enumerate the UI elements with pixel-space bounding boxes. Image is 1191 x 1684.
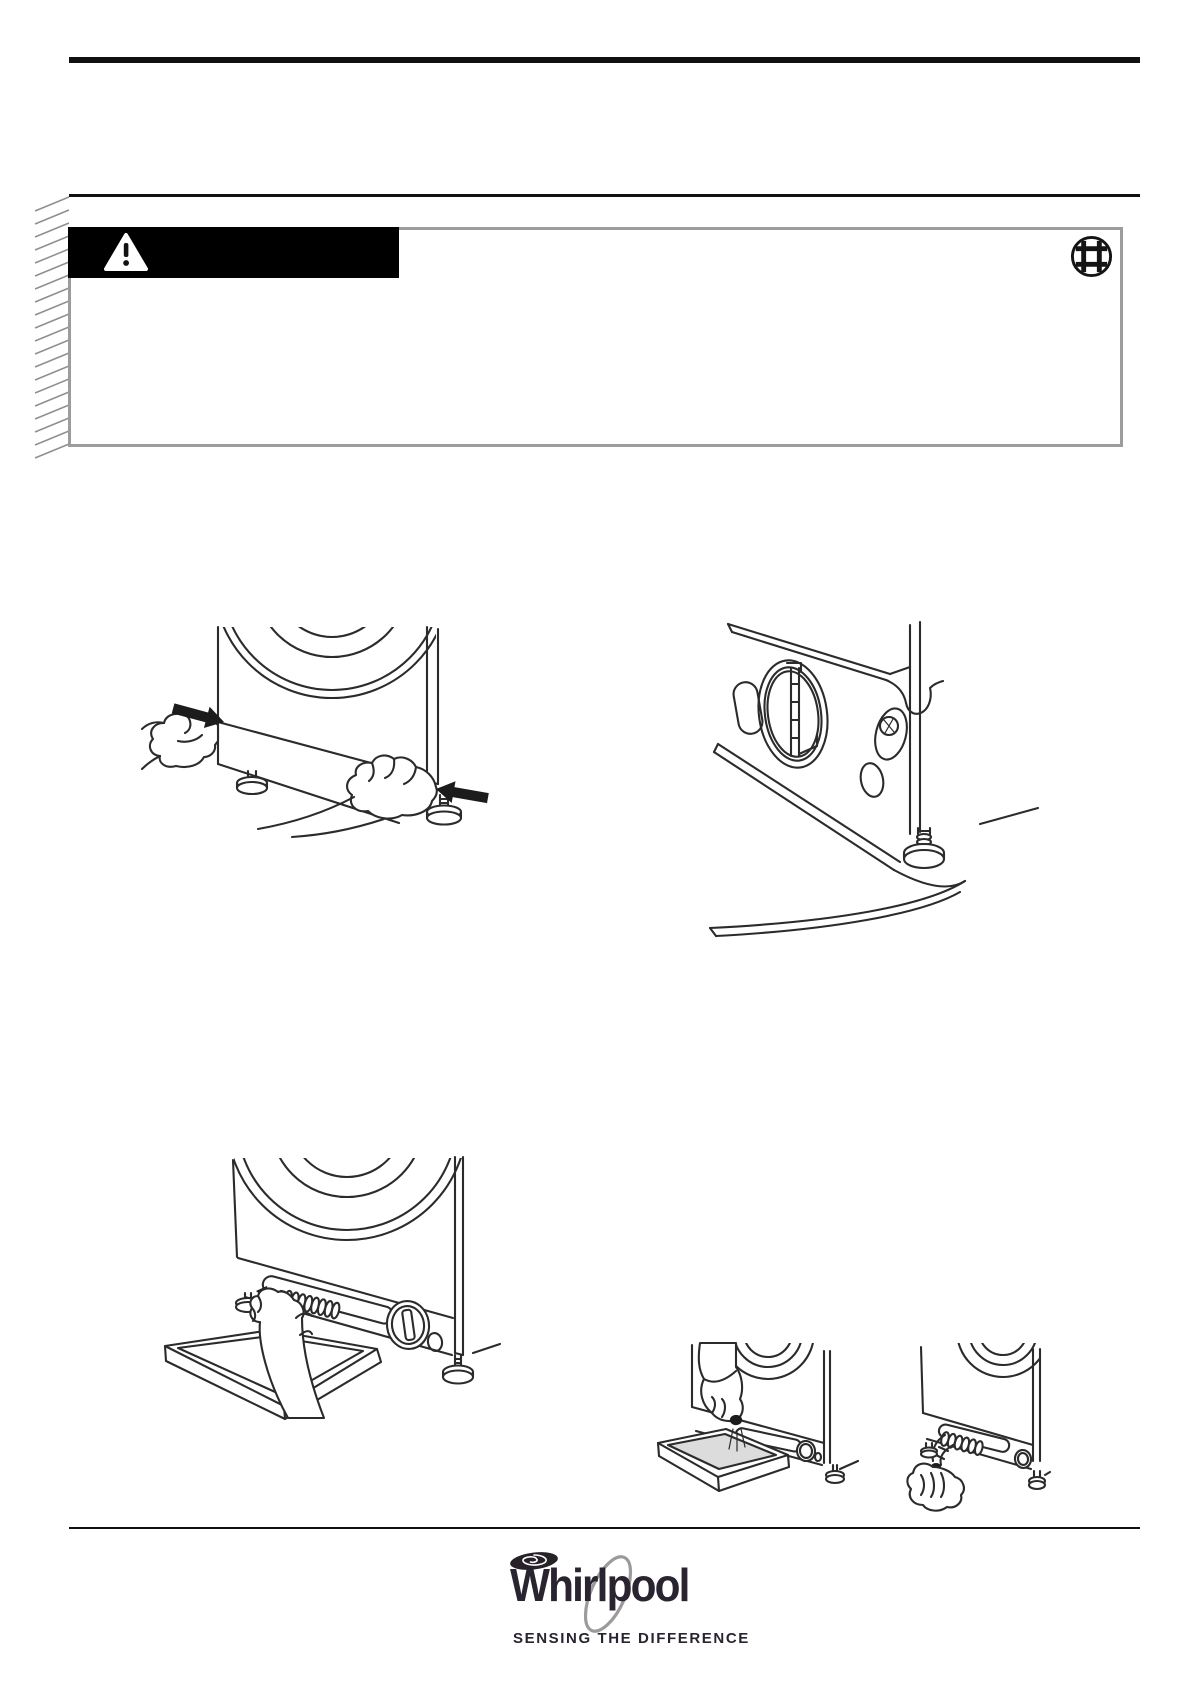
warning-panel [68,227,1123,447]
warning-header-bar [68,227,399,278]
figure-drain-water-into-tray [648,1343,858,1508]
wall-hatch-pattern [35,203,69,453]
brand-wordmark: Whirlpool [510,1559,689,1611]
warning-triangle-icon [104,232,148,272]
figure-level-adjust-feet [140,573,490,838]
figure-pull-drain-hose-over-tray [150,1150,500,1422]
top-thin-rule [69,194,1140,197]
top-thick-rule [69,57,1140,63]
circled-grid-icon [1069,234,1114,279]
figure-refit-drain-hose [903,1343,1050,1513]
brand-tagline: SENSING THE DIFFERENCE [513,1630,750,1647]
figure-machine-corner-on-drip-tray [658,562,1038,937]
footer-rule [69,1527,1140,1529]
